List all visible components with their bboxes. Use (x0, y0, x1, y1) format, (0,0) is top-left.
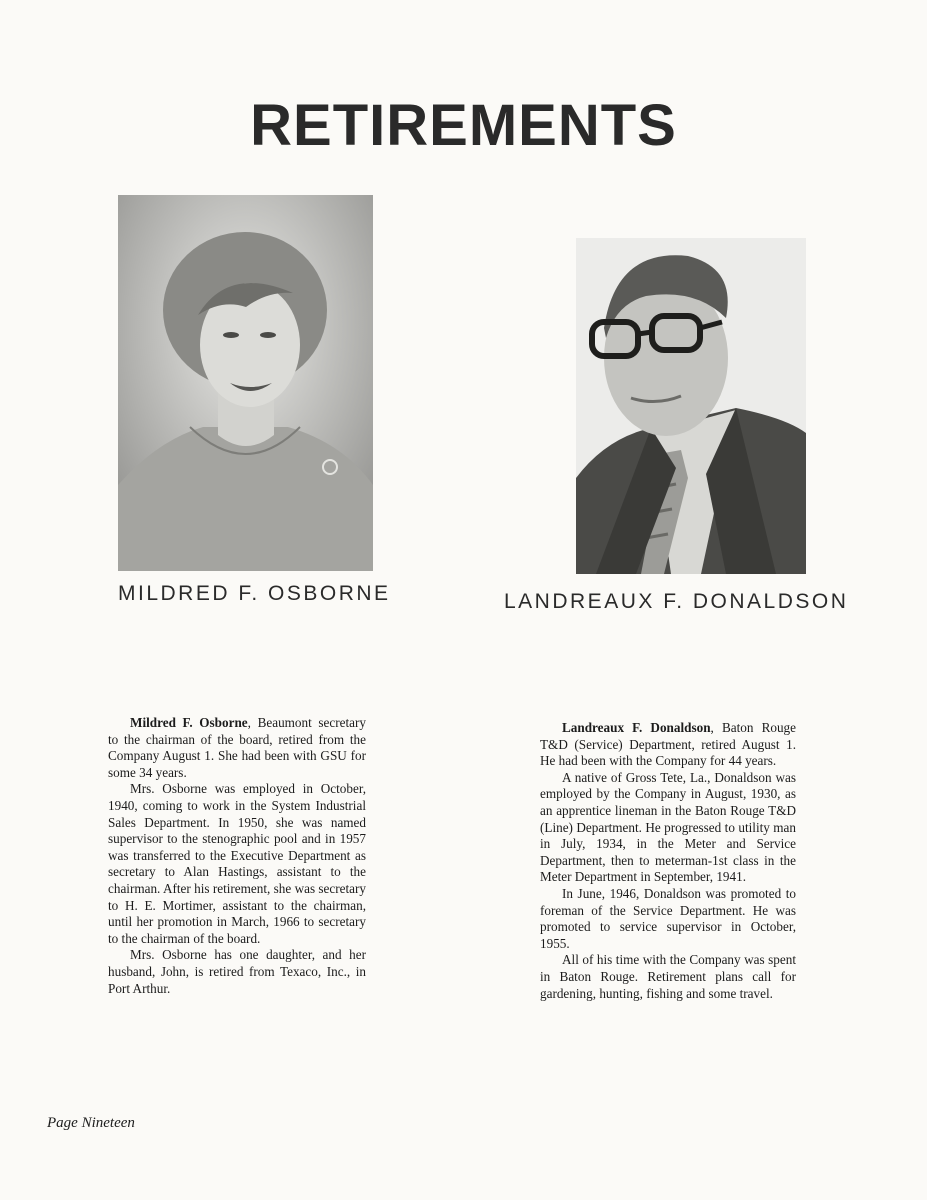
retiree-name-caption: MILDRED F. OSBORNE (118, 582, 391, 605)
article-paragraph: Mrs. Osborne was employed in October, 1940, coming to work in the System Industrial Sales Department. In 1950, she was named supervisor to the stenographic pool and in 1957 was transferred to the Executive Department as secretary to Alan Hastings, assistant to the chairman. After his retirement, she was secretary to H. E. Mortimer, assistant to the chairman, until her promotion in March, 1966 to secretary to the chairman of the board. (108, 781, 366, 946)
page-number: Page Nineteen (47, 1115, 135, 1131)
page-title: RETIREMENTS (250, 93, 677, 158)
article-paragraph: Mildred F. Osborne, Beaumont secretary to the chairman of the board, retired from the Company August 1. She had been with GSU for some 34 years. (108, 715, 366, 780)
article-paragraph: A native of Gross Tete, La., Donaldson was employed by the Company in August, 1930, as an apprentice lineman in the Baton Rouge T&D (Line) Department. He progressed to utility man in July, 1934, in the Meter and Service Department, then to meterman-1st class in the Meter Department in September, 1941. (540, 769, 796, 885)
retiree-name-caption: LANDREAUX F. DONALDSON (504, 590, 849, 613)
portrait-woman-icon (118, 195, 373, 571)
article-lead-name: Mildred F. Osborne (130, 715, 248, 730)
article-paragraph: All of his time with the Company was spent in Baton Rouge. Retirement plans call for gardening, hunting, fishing and some travel. (540, 952, 796, 1001)
portrait-man-icon (576, 238, 806, 574)
article-column-osborne (108, 715, 366, 997)
article-paragraph: In June, 1946, Donaldson was promoted to foreman of the Service Department. He was promoted to service supervisor in October, 1955. (540, 885, 796, 951)
article-paragraph: Mrs. Osborne has one daughter, and her husband, John, is retired from Texaco, Inc., in Port Arthur. (108, 947, 366, 996)
article-lead-name: Landreaux F. Donaldson (562, 720, 711, 735)
article-paragraph: Landreaux F. Donaldson, Baton Rouge T&D (Service) Department, retired August 1. He had been with the Company for 44 years. (540, 720, 796, 769)
article-column-donaldson (540, 720, 796, 1002)
